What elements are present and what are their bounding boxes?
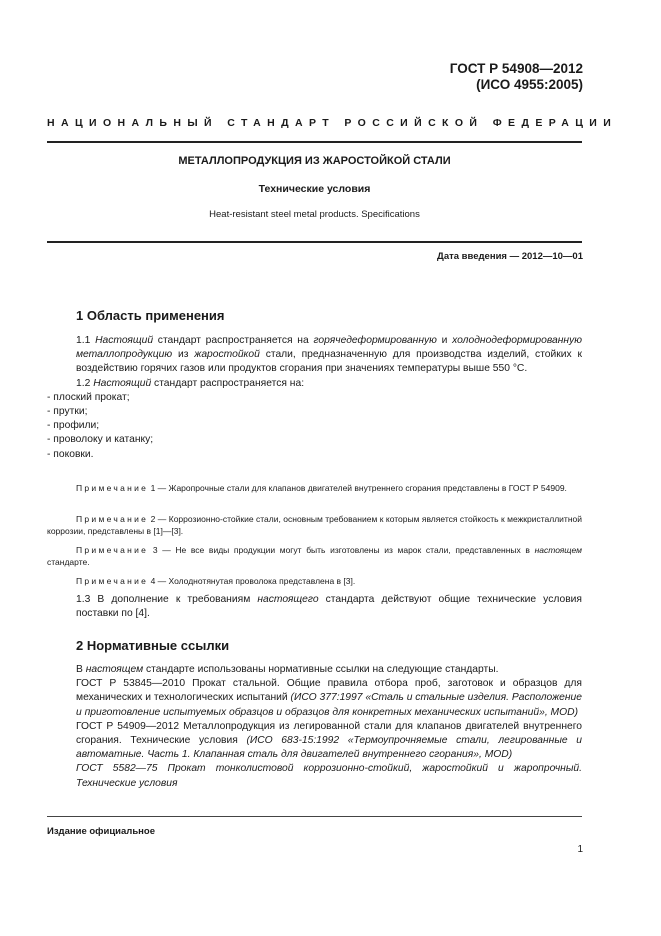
list-item: - плоский прокат; xyxy=(47,391,130,403)
footer-divider xyxy=(47,816,582,817)
note-1: Примечание 1 — Жаропрочные стали для клапанов двигателей внутреннего сгорания представлены в ГОСТ Р 54909. xyxy=(76,483,567,493)
official-edition-label: Издание официальное xyxy=(47,826,155,837)
standard-code-iso: (ИСО 4955:2005) xyxy=(476,77,583,92)
section-1-heading: 1 Область применения xyxy=(76,308,225,323)
english-title: Heat-resistant steel metal products. Specifications xyxy=(209,209,420,220)
section-2-body xyxy=(47,663,582,791)
effective-date: Дата введения — 2012—10—01 xyxy=(437,251,583,262)
document-subtitle: Технические условия xyxy=(258,183,371,195)
references-intro: В настоящем стандарте использованы нормативные ссылки на следующие стандарты. xyxy=(76,664,499,675)
top-divider xyxy=(47,141,582,143)
standard-code-gost: ГОСТ Р 54908—2012 xyxy=(449,61,583,76)
list-item: - проволоку и катанку; xyxy=(47,434,154,446)
list-item: - прутки; xyxy=(47,406,88,418)
list-item: - профили; xyxy=(47,420,100,432)
page-number: 1 xyxy=(577,844,583,855)
section-1-body xyxy=(47,334,582,462)
note-3: Примечание 3 — Не все виды продукции могут быть изготовлены из марок стали, представленных в настоящем стандарте. xyxy=(47,545,582,567)
paragraph-1-3: 1.3 В дополнение к требованиям настоящего стандарта действуют общие технические условия поставки по [4]. xyxy=(76,594,582,620)
note-4: Примечание 4 — Холоднотянутая проволока представлена в [3]. xyxy=(76,576,356,586)
standard-code xyxy=(450,61,583,93)
section-2-heading: 2 Нормативные ссылки xyxy=(76,638,230,653)
paragraph-1-2: 1.2 Настоящий стандарт распространяется на: xyxy=(76,377,305,389)
national-standard-banner: НАЦИОНАЛЬНЫЙ СТАНДАРТ РОССИЙСКОЙ ФЕДЕРАЦИИ xyxy=(47,117,618,129)
paragraph-1-1: 1.1 Настоящий стандарт распространяется на горячедеформированную и холоднодеформированную металлопродукцию из жаростойкой стали, предназначенную для производства изделий, стойких к воздействию горячих газов или продуктов сгорания при значениях температуры выше 550 °С. xyxy=(76,335,582,375)
reference-gost-r-54909: ГОСТ Р 54909—2012 Металлопродукция из легированной стали для клапанов двигателей внутреннего сгорания. Технические условия (ИСО 683-15:1992 «Термоупрочняемые стали, легированные и автоматные. Часть 1. Клапанная сталь для двигателей внутреннего сгорания», MOD) xyxy=(76,720,583,761)
document-title: МЕТАЛЛОПРОДУКЦИЯ ИЗ ЖАРОСТОЙКОЙ СТАЛИ xyxy=(178,155,451,167)
reference-gost-5582: ГОСТ 5582—75 Прокат тонколистовой коррозионно-стойкий, жаростойкий и жаропрочный. Технические условия xyxy=(76,763,582,789)
note-2: Примечание 2 — Коррозионно-стойкие стали, основным требованием к которым является стойкость к межкристаллитной коррозии, представлены в [1]—[3]. xyxy=(47,514,582,536)
list-item: - поковки. xyxy=(47,448,94,460)
title-divider xyxy=(47,241,582,243)
reference-gost-r-53845: ГОСТ Р 53845—2010 Прокат стальной. Общие правила отбора проб, заготовок и образцов для механических и технологических испытаний (ИСО 377:1997 «Сталь и стальные изделия. Расположение и приготовление испытуемых образцов и образцов для конкретных механических испытаний», MOD) xyxy=(76,678,582,718)
